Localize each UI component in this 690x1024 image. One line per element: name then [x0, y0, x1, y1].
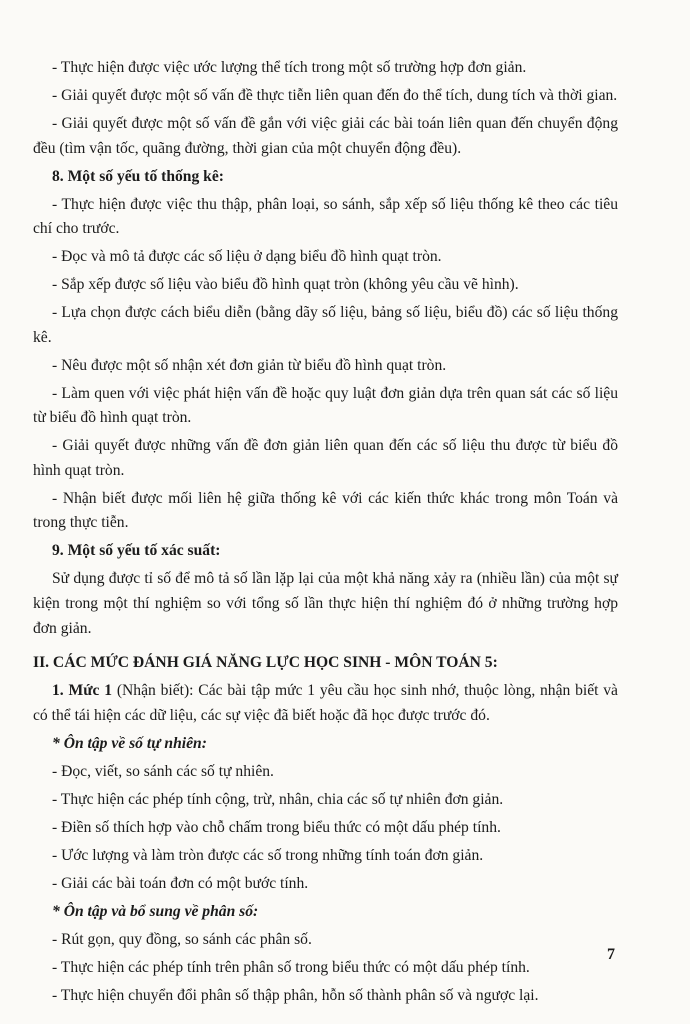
- bullet-volume-practice: - Giải quyết được một số vấn đề thực tiễn liên quan đến đo thể tích, dung tích và thời gian.: [52, 86, 618, 104]
- bullet-read-pie-chart: - Đọc và mô tả được các số liệu ở dạng biểu đồ hình quạt tròn.: [52, 248, 442, 266]
- bullet-simplify-fractions: - Rút gọn, quy đồng, so sánh các phân số.: [52, 930, 312, 948]
- bullet-detect-patterns: - Làm quen với việc phát hiện vấn đề hoặc quy luật đơn giản dựa trên quan sát các số liệu từ biểu đồ hình quạt tròn.: [33, 384, 618, 427]
- bullet-collect-data: - Thực hiện được việc thu thập, phân loại, so sánh, sắp xếp số liệu thống kê theo các tiêu chí cho trước.: [33, 195, 618, 238]
- bullet-statistics-relation: - Nhận biết được mối liên hệ giữa thống kê với các kiến thức khác trong môn Toán và trong thực tiễn.: [33, 489, 618, 532]
- bullet-uniform-motion: - Giải quyết được một số vấn đề gắn với việc giải các bài toán liên quan đến chuyển động đều (tìm vận tốc, quãng đường, thời gian của một chuyển động đều).: [33, 114, 618, 157]
- bullet-volume-estimation: - Thực hiện được việc ước lượng thể tích trong một số trường hợp đơn giản.: [52, 59, 527, 76]
- bullet-estimate-round: - Ước lượng và làm tròn được các số trong những tính toán đơn giản.: [52, 846, 484, 864]
- bullet-remarks-pie-chart: - Nêu được một số nhận xét đơn giản từ biểu đồ hình quạt tròn.: [52, 356, 447, 374]
- paragraph-probability: Sử dụng được tỉ số để mô tả số lần lặp lại của một khả năng xảy ra (nhiều lần) của một sự kiện trong một thí nghiệm so với tổng số lần thực hiện thí nghiệm đó ở những trường hợp đơn giản.: [33, 570, 618, 637]
- bullet-one-step-problems: - Giải các bài toán đơn có một bước tính.: [52, 874, 309, 892]
- heading-assessment-levels: II. CÁC MỨC ĐÁNH GIÁ NĂNG LỰC HỌC SINH - MÔN TOÁN 5:: [33, 654, 498, 672]
- bullet-convert-fractions: - Thực hiện chuyển đổi phân số thập phân, hỗn số thành phân số và ngược lại.: [52, 986, 539, 1004]
- paragraph-level-1: [33, 679, 618, 728]
- level-1-description: (Nhận biết): Các bài tập mức 1 yêu cầu học sinh nhớ, thuộc lòng, nhận biết và có thể tái hiện các dữ liệu, các sự việc đã biết hoặc đã học được trước đó.: [33, 682, 618, 724]
- page-number: 7: [607, 946, 615, 963]
- document-page: [33, 56, 618, 1012]
- bullet-arrange-pie-chart: - Sắp xếp được số liệu vào biểu đồ hình quạt tròn (không yêu cầu vẽ hình).: [52, 276, 519, 294]
- bullet-basic-operations: - Thực hiện các phép tính cộng, trừ, nhân, chia các số tự nhiên đơn giản.: [52, 790, 504, 808]
- level-1-label: 1. Mức 1: [52, 682, 113, 700]
- bullet-fraction-operations: - Thực hiện các phép tính trên phân số trong biểu thức có một dấu phép tính.: [52, 958, 530, 976]
- bullet-solve-pie-problems: - Giải quyết được những vấn đề đơn giản liên quan đến các số liệu thu được từ biểu đồ hình quạt tròn.: [33, 437, 618, 479]
- subheading-fractions: * Ôn tập và bổ sung về phân số:: [52, 902, 259, 920]
- heading-probability: 9. Một số yếu tố xác suất:: [52, 542, 221, 560]
- subheading-natural-numbers: * Ôn tập về số tự nhiên:: [52, 734, 207, 752]
- bullet-fill-blank: - Điền số thích hợp vào chỗ chấm trong biểu thức có một dấu phép tính.: [52, 818, 501, 836]
- heading-statistics: 8. Một số yếu tố thống kê:: [52, 167, 224, 185]
- bullet-choose-representation: - Lựa chọn được cách biểu diễn (bằng dãy số liệu, bảng số liệu, biểu đồ) các số liệu thống kê.: [33, 304, 618, 346]
- bullet-read-write-compare: - Đọc, viết, so sánh các số tự nhiên.: [52, 762, 274, 780]
